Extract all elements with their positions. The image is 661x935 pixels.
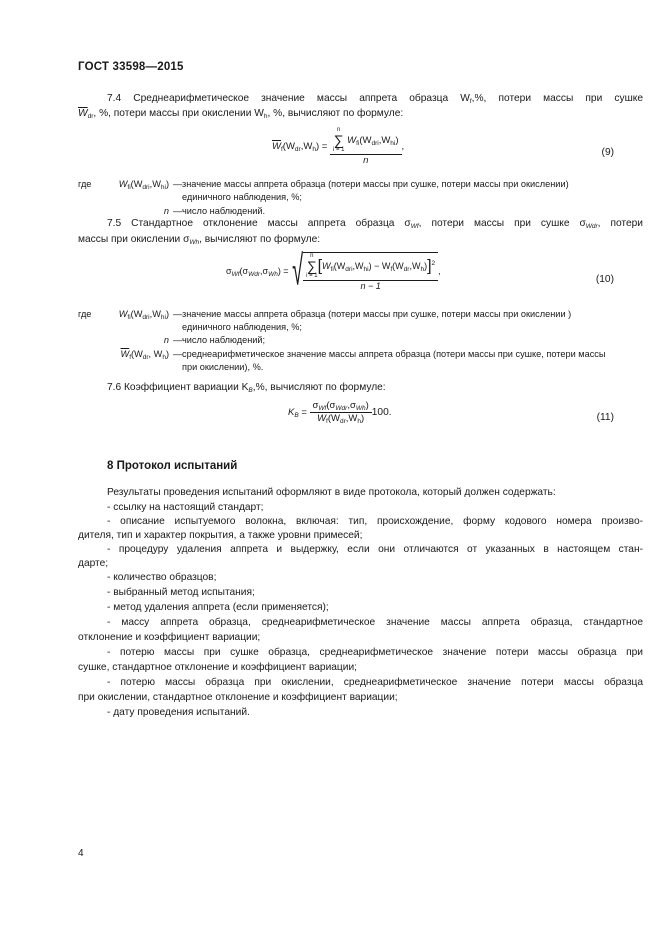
legend-dash: —: [173, 206, 183, 216]
section-8-title: 8 Протокол испытаний: [107, 460, 238, 472]
para-7-5-line-2: [78, 232, 614, 250]
sigma: σ: [226, 265, 232, 276]
legend-10-term-2: n: [163, 335, 169, 345]
args: ): [165, 349, 169, 359]
formula-9-num-args: (W: [359, 135, 372, 147]
sigma-glyph: ∑: [333, 132, 344, 148]
formula-9-fraction: [330, 127, 402, 166]
subscript: dri: [142, 314, 150, 321]
page-number: 4: [78, 848, 84, 859]
args: (σ: [326, 400, 336, 411]
subscript: B: [248, 387, 253, 394]
args: ): [361, 413, 365, 424]
subscript: hi: [390, 140, 396, 148]
args: ): [424, 260, 428, 271]
formula-11-fraction: [310, 400, 372, 425]
legend-10-term-1: [94, 308, 169, 324]
equation-number-10: (10): [595, 274, 614, 285]
document-header: ГОСТ 33598—2015: [78, 61, 184, 73]
args: (W: [392, 260, 404, 271]
subscript: Wh: [189, 239, 200, 246]
section-8-line-13: - потерю массы образца при окислении, среднеарифметическое значение потери массы образца: [107, 677, 643, 688]
para-7-4-text: 7.4 Среднеарифметическое значение массы аппрета образца W: [107, 93, 470, 104]
args: ): [165, 179, 169, 189]
symbol: W: [118, 309, 128, 319]
args: ) =: [277, 265, 289, 276]
legend-10-term-3: [94, 348, 169, 364]
symbol-k: K: [288, 407, 295, 419]
subscript: dri: [345, 265, 353, 273]
subscript: dr: [340, 418, 346, 425]
subscript: Wh: [355, 405, 366, 412]
formula-9-num-args: ): [395, 135, 399, 147]
legend-9: [78, 178, 614, 216]
subscript: dri: [371, 140, 379, 148]
formula-9-args: (W: [282, 141, 295, 153]
symbol: W: [118, 179, 128, 189]
section-8-line-0: Результаты проведения испытаний оформляют в виде протокола, который должен содержать:: [107, 487, 556, 498]
legend-where: где: [78, 179, 92, 189]
args: (W: [131, 349, 143, 359]
formula-9-lhs: $\overline{W}$: [272, 141, 281, 153]
formula-10-denominator: n − 1: [360, 281, 381, 291]
section-8-line-5: дарте;: [78, 558, 109, 569]
section-8-line-2: - описание испытуемого волокна, включая: тип, происхождение, форму кодового номера произво-: [107, 516, 643, 527]
formula-9-denominator: n: [363, 155, 369, 166]
subscript: f: [326, 418, 328, 425]
formula-10-fraction: [303, 253, 438, 291]
section-8-line-6: - количество образцов;: [107, 572, 217, 583]
legend-9-term-1: [94, 178, 169, 194]
legend-dash: —: [173, 335, 183, 345]
symbol: W: [322, 260, 331, 271]
section-8-line-3: дителя, тип и характер покрытия, а также уровни примесей;: [78, 530, 363, 541]
subscript: hi: [363, 265, 369, 273]
symbol: $\overline{W}$: [120, 349, 130, 359]
para-7-4-text: , %, вычисляют по формуле:: [267, 108, 404, 119]
subscript: h: [420, 265, 425, 273]
legend-9-term-2: n: [163, 206, 169, 216]
equals-sign: =: [301, 407, 307, 419]
radicand: [303, 252, 438, 291]
sum-upper-limit: n: [337, 127, 341, 133]
subscript: hi: [160, 184, 166, 191]
subscript: f: [280, 146, 283, 154]
args: , W: [148, 349, 163, 359]
para-7-5-text: 7.5 Стандартное отклонение массы аппрета образца σ: [107, 218, 411, 229]
subscript: Wf: [318, 405, 327, 412]
sigma-glyph: ∑: [306, 258, 317, 274]
section-8-line-4: - процедуру удаления аппрета и выдержку, если они отличаются от указанных в настоящем стан-: [107, 544, 643, 555]
args: ,W: [149, 309, 161, 319]
args: ,σ: [260, 265, 269, 276]
para-7-6-text: 7.6 Коэффициент вариации K: [107, 382, 249, 393]
symbol: $\overline{W}$: [317, 413, 327, 424]
multiplier: 100.: [371, 407, 392, 419]
para-7-6-text: ,%, вычисляют по формуле:: [252, 382, 386, 393]
subscript: fi: [356, 140, 360, 148]
args: (σ: [239, 265, 249, 276]
formula-10: [226, 248, 441, 295]
sigma: σ: [312, 400, 319, 411]
subscript: h: [162, 354, 166, 361]
subscript: dr: [403, 265, 410, 273]
args: ): [365, 400, 369, 411]
args: ,W: [352, 260, 364, 271]
bracket-close: ]: [427, 257, 432, 275]
equation-number-11: (11): [596, 412, 614, 423]
radical-sign: √: [292, 248, 304, 295]
formula-comma: ,: [401, 141, 405, 153]
legend-dash: —: [173, 349, 183, 359]
formula-10-numerator: [303, 253, 438, 281]
subscript: Wf: [231, 270, 240, 278]
para-7-4-text-tail: ,%, потери массы при сушке: [471, 93, 643, 104]
subscript: B: [294, 412, 299, 420]
args: ,σ: [347, 400, 356, 411]
section-8-line-1: - ссылку на настоящий стандарт;: [107, 502, 264, 513]
subscript: Wf: [410, 223, 419, 230]
subscript: fi: [330, 265, 334, 273]
bracket-open: [: [317, 257, 323, 275]
summation-sign: [306, 253, 318, 280]
args: (W: [333, 260, 346, 271]
args: ): [165, 309, 169, 319]
legend-9-desc-1: значение массы аппрета образца (потери массы при сушке, потери массы при окислении) единичного наблюдения, %;: [182, 179, 569, 202]
section-8-line-8: - метод удаления аппрета (если применяется);: [107, 602, 329, 613]
subscript: dr: [294, 146, 301, 154]
legend-10-desc-3: среднеарифметическое значение массы аппрета образца (потери массы при сушке, потери массы при окислении), %.: [182, 349, 606, 372]
symbol-w: $\overline{W}$: [78, 108, 88, 119]
superscript: 2: [431, 259, 436, 267]
sum-lower-limit: i = 1: [306, 273, 318, 279]
legend-dash: —: [173, 179, 183, 189]
section-8-line-15: - дату проведения испытаний.: [107, 707, 250, 718]
section-8-line-10: отклонение и коэффициент вариации;: [78, 632, 261, 643]
formula-9-numerator: [330, 127, 402, 155]
subscript: fi: [127, 184, 131, 191]
subscript: fi: [127, 314, 131, 321]
summation-sign: [333, 127, 345, 154]
args: ) − W: [368, 260, 391, 271]
args: (W: [130, 309, 143, 319]
equation-number-9: (9): [601, 147, 614, 158]
formula-11: [288, 400, 392, 425]
args: ,W: [149, 179, 161, 189]
section-8-line-11: - потерю массы при сушке образца, среднеарифметическое значение потери массы образца при: [107, 647, 643, 658]
args: ,W: [409, 260, 421, 271]
legend-dash: —: [173, 309, 183, 319]
legend-9-desc-2: число наблюдений.: [182, 206, 266, 216]
para-7-4-line-2: [78, 106, 614, 124]
para-7-5-text: , вычисляют по формуле:: [199, 234, 321, 245]
sum-lower-limit: i = 1: [332, 147, 345, 153]
section-8-line-14: при окислении, стандартное отклонение и коэффициент вариации;: [78, 692, 398, 703]
legend-where: где: [78, 309, 92, 319]
formula-11-numerator: [310, 400, 372, 413]
formula-9-args: ) =: [315, 141, 328, 153]
subscript: dr: [142, 354, 149, 361]
subscript: h: [312, 146, 316, 154]
legend-10-desc-1: значение массы аппрета образца (потери массы при сушке, потери массы при окислении ) единичного наблюдения, %;: [182, 309, 572, 332]
args: (W: [130, 179, 143, 189]
legend-10-desc-2: число наблюдений;: [182, 335, 266, 345]
section-8-line-12: сушке, стандартное отклонение и коэффициент вариации;: [78, 662, 357, 673]
formula-comma: ,: [438, 265, 441, 276]
sum-upper-limit: n: [310, 253, 314, 259]
para-7-5-text: массы при окислении σ: [78, 234, 190, 245]
formula-9-num-symbol: W: [347, 135, 357, 147]
legend-10: [78, 308, 614, 372]
subscript: Wh: [268, 270, 278, 278]
section-8-line-9: - массу аппрета образца, среднеарифметическое значение массы аппрета образца, стандартное: [107, 617, 643, 628]
subscript: Wdr: [248, 270, 260, 278]
subscript: Wdr: [585, 223, 598, 230]
formula-9-args: ,W: [300, 141, 313, 153]
subscript: f: [129, 354, 132, 361]
para-7-5-text: , потери массы при сушке σ: [418, 218, 586, 229]
subscript: hi: [160, 314, 166, 321]
args: ,W: [345, 413, 358, 424]
formula-9-num-args: ,W: [378, 135, 391, 147]
formula-9: [272, 127, 404, 166]
para-7-6-line-1: [78, 380, 643, 398]
section-8-line-7: - выбранный метод испытания;: [107, 587, 255, 598]
subscript: dri: [142, 184, 150, 191]
para-7-4-text: , %, потери массы при окислении W: [93, 108, 264, 119]
subscript: h: [263, 113, 268, 120]
formula-11-denominator: [310, 413, 372, 425]
subscript: h: [357, 418, 362, 425]
para-7-5-text: , потери: [597, 218, 643, 229]
args: (W: [327, 413, 340, 424]
subscript: dr: [87, 113, 94, 120]
subscript: f: [390, 265, 393, 273]
subscript: Wdr: [335, 405, 348, 412]
formula-10-lhs: [226, 266, 289, 278]
subscript: f: [469, 98, 472, 105]
